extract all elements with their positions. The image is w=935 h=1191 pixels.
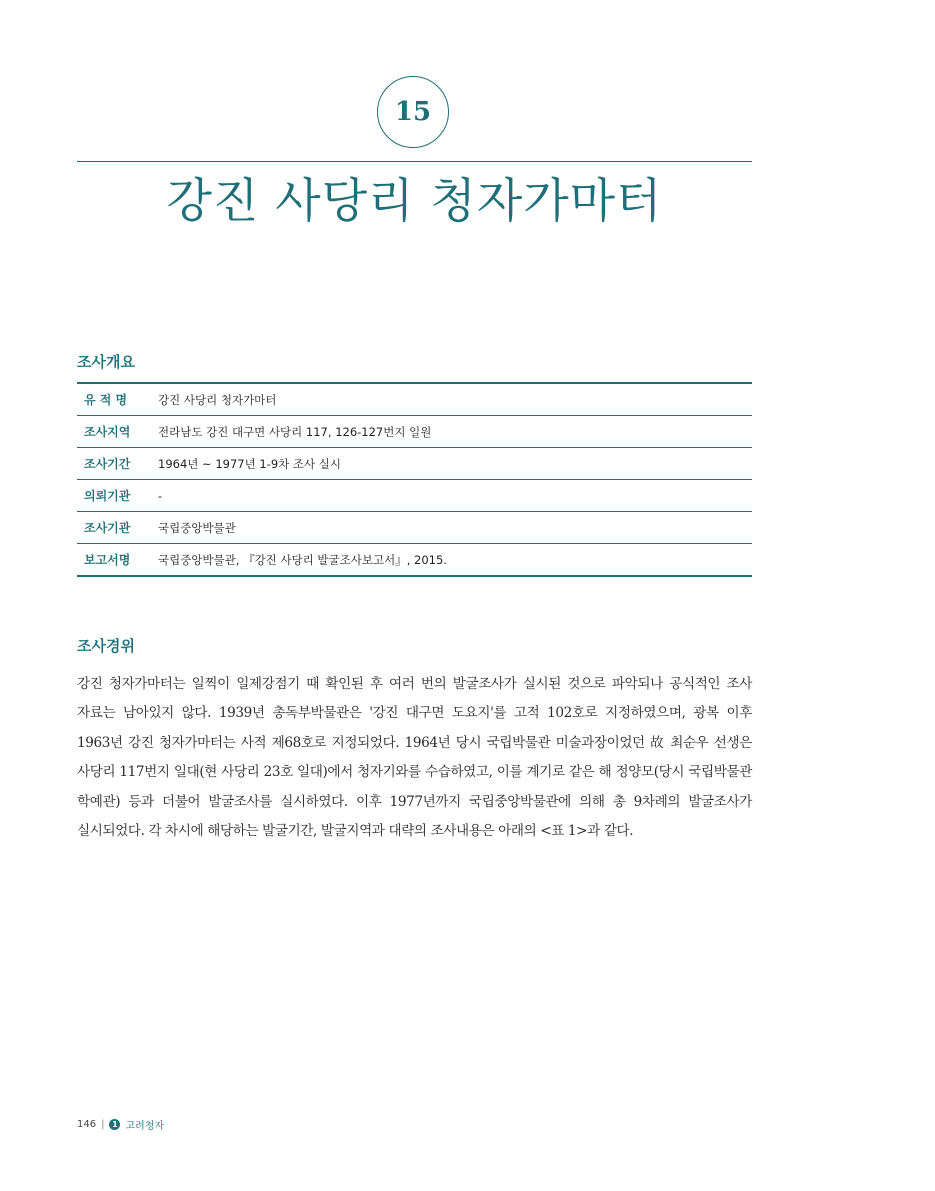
chapter-number-circle bbox=[377, 76, 449, 148]
overview-heading: 조사개요 bbox=[77, 353, 135, 371]
page-number: 146 bbox=[77, 1119, 97, 1130]
row-label: 조사기간 bbox=[77, 448, 158, 480]
row-value: 국립중앙박물관, 『강진 사당리 발굴조사보고서』, 2015. bbox=[158, 552, 447, 567]
row-value: 1964년 ~ 1977년 1-9차 조사 실시 bbox=[158, 448, 752, 480]
page-title: 강진 사당리 청자가마터 bbox=[166, 174, 663, 229]
table-row bbox=[77, 448, 752, 480]
background-paragraph: 강진 청자가마터는 일찍이 일제강점기 때 확인된 후 여러 번의 발굴조사가 실시된 것으로 파악되나 공식적인 조사 자료는 남아있지 않다. 1939년 총독부박물관은 '강진 대구면 도요지'를 고적 102호로 지정하였으며, 광복 이후 1963년 강진 청자가마터는 사적 제68호로 지정되었다. 1964년 당시 국립박물관 미술과장이었던 故 최순우 선생은 사당리 117번지 일대(현 사당리 23호 일대)에서 청자기와를 수습하였고, 이를 계기로 같은 해 정양모(당시 국립박물관 학예관) 등과 더불어 발굴조사를 실시하였다. 이후 1977년까지 국립중앙박물관에 의해 총 9차례의 발굴조사가 실시되었다. 각 차시에 해당하는 발굴기간, 발굴지역과 대략의 조사내용은 아래의 <표 1>과 같다. bbox=[77, 676, 752, 840]
row-label: 의뢰기관 bbox=[77, 480, 158, 512]
page-footer bbox=[77, 1117, 164, 1132]
background-heading: 조사경위 bbox=[77, 637, 135, 655]
row-value: 강진 사당리 청자가마터 bbox=[158, 383, 752, 416]
row-label: 조사지역 bbox=[77, 416, 158, 448]
table-row bbox=[77, 416, 752, 448]
footer-separator: | bbox=[101, 1119, 105, 1130]
chapter-badge-icon: 1 bbox=[109, 1119, 120, 1130]
row-label: 유 적 명 bbox=[77, 383, 158, 416]
table-row bbox=[77, 544, 752, 577]
table-row bbox=[77, 512, 752, 544]
row-label: 보고서명 bbox=[84, 553, 131, 567]
table-row bbox=[77, 480, 752, 512]
overview-table bbox=[77, 382, 752, 577]
table-row bbox=[77, 383, 752, 416]
row-label: 조사기관 bbox=[77, 512, 158, 544]
footer-chapter-name: 고려청자 bbox=[125, 1121, 165, 1132]
row-value: 국립중앙박물관 bbox=[158, 512, 752, 544]
chapter-number: 15 bbox=[394, 97, 432, 127]
row-value: 전라남도 강진 대구면 사당리 117, 126-127번지 일원 bbox=[158, 416, 752, 448]
title-divider bbox=[77, 161, 752, 162]
row-value: - bbox=[158, 480, 752, 512]
